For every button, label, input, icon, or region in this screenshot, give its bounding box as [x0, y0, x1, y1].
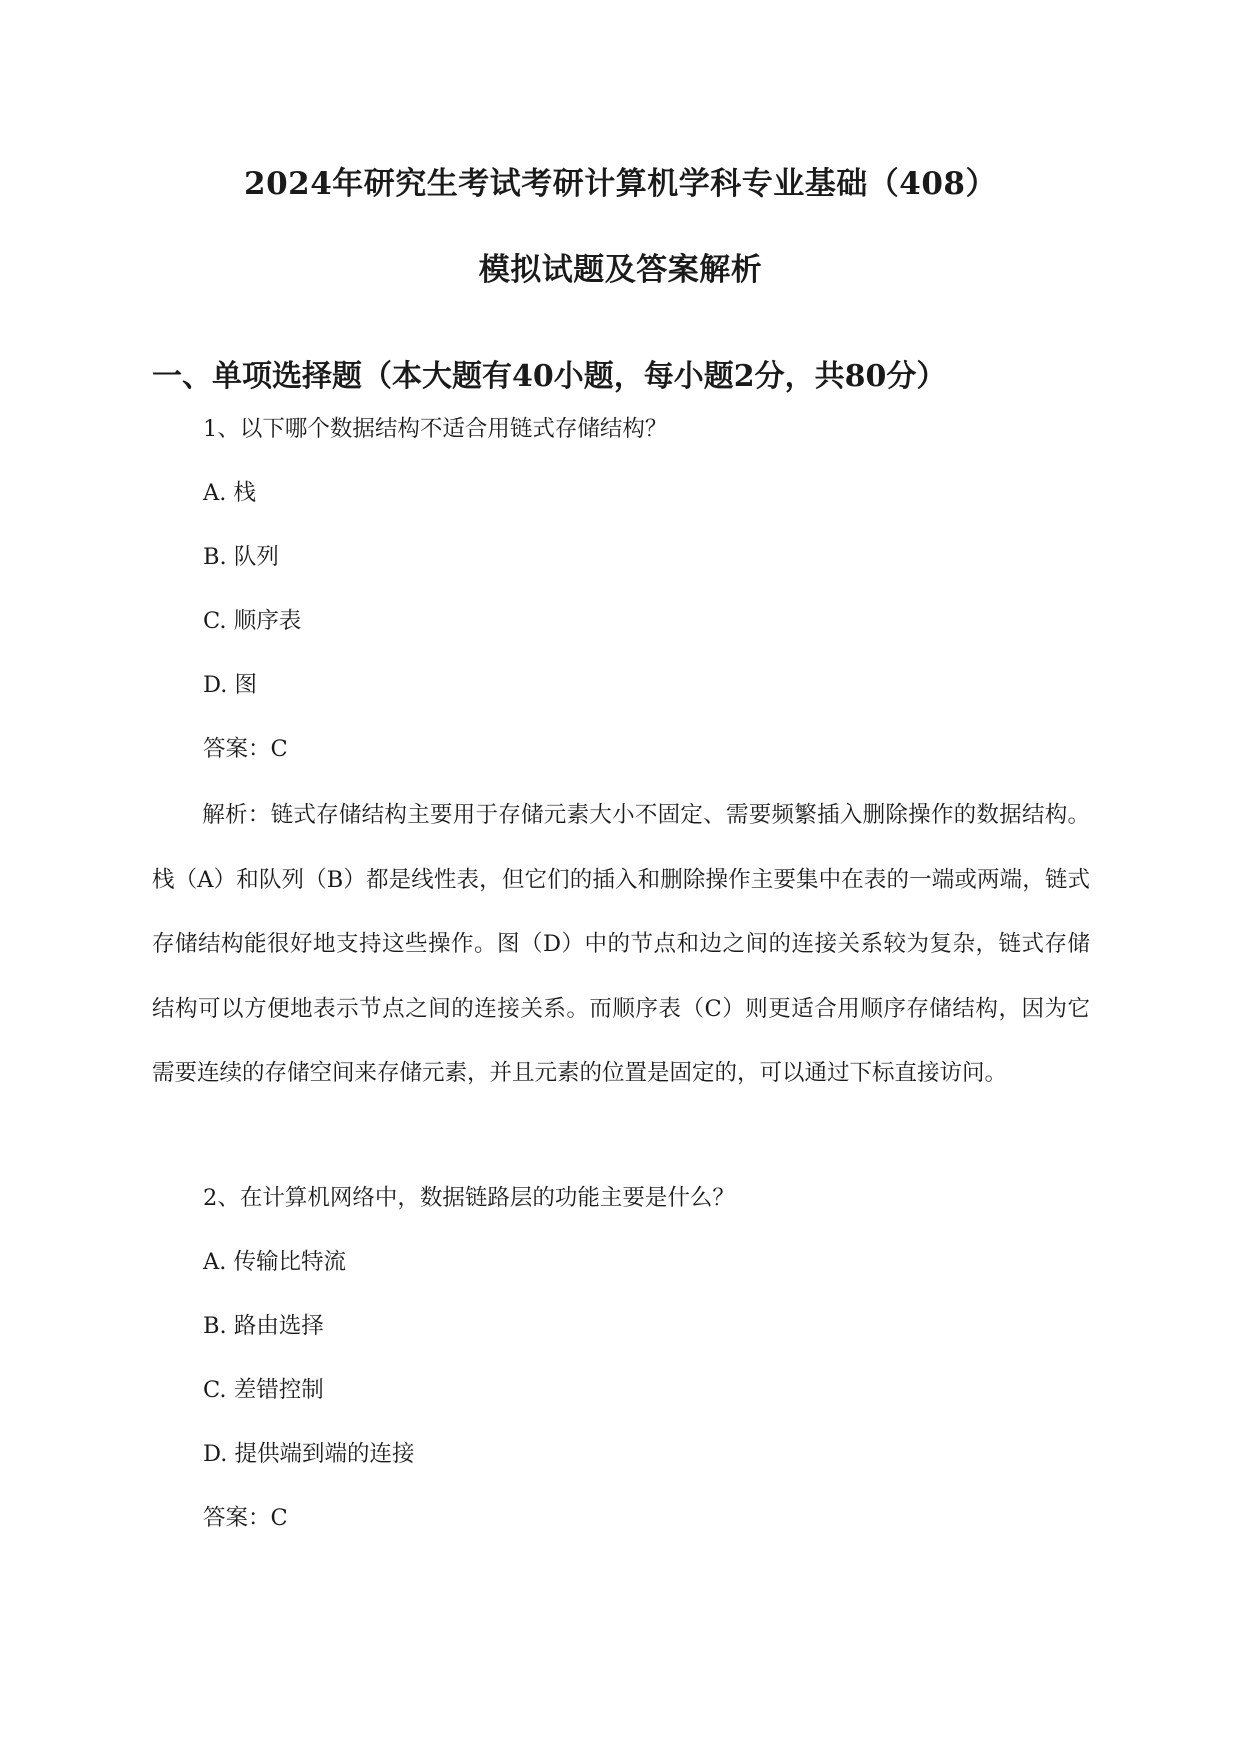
question-2-stem: 2、在计算机网络中，数据链路层的功能主要是什么？ — [203, 1185, 735, 1211]
question-1-option-b: B. 队列 — [203, 544, 279, 570]
question-1-stem: 1、以下哪个数据结构不适合用链式存储结构？ — [203, 416, 668, 442]
question-2-option-a: A. 传输比特流 — [203, 1249, 347, 1275]
question-2-option-d: D. 提供端到端的连接 — [203, 1441, 415, 1467]
question-1-option-d: D. 图 — [203, 672, 258, 698]
question-1-explanation-text: 解析：链式存储结构主要用于存储元素大小不固定、需要频繁插入删除操作的数据结构。栈（A）和队列（B）都是线性表，但它们的插入和删除操作主要集中在表的一端或两端，链式存储结构能很好地支持这些操作。图（D）中的节点和边之间的连接关系较为复杂，链式存储结构可以方便地表示节点之间的连接关系。而顺序表（C）则更适合用顺序存储结构，因为它需要连续的存储空间来存储元素，并且元素的位置是固定的，可以通过下标直接访问。 — [152, 802, 1090, 1086]
document-title-line-1: 2024年研究生考试考研计算机学科专业基础（408） — [244, 166, 997, 202]
question-1-explanation — [152, 783, 1090, 1106]
question-1-answer: 答案：C — [203, 736, 288, 762]
question-1-option-c: C. 顺序表 — [203, 608, 302, 634]
section-heading: 一、单项选择题（本大题有40小题，每小题2分，共80分） — [152, 359, 947, 394]
question-1-option-a: A. 栈 — [203, 480, 257, 506]
question-2-answer: 答案：C — [203, 1505, 288, 1531]
question-2-option-c: C. 差错控制 — [203, 1377, 324, 1403]
document-title-line-2: 模拟试题及答案解析 — [478, 252, 763, 288]
question-2-option-b: B. 路由选择 — [203, 1313, 324, 1339]
